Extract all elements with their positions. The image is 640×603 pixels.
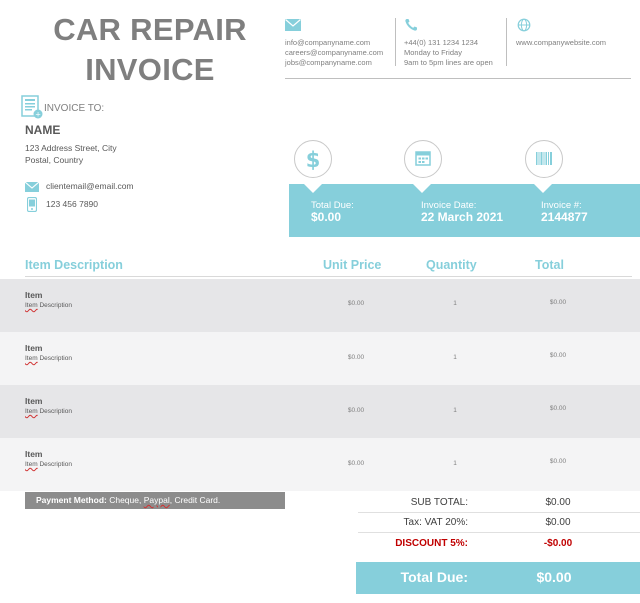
- company-email-1[interactable]: info@companyname.com: [285, 38, 371, 47]
- row-3-desc-prefix: Item: [25, 408, 38, 415]
- header-divider: [285, 78, 631, 79]
- subtotal-label: SUB TOTAL:: [410, 497, 468, 508]
- row-1-desc-prefix: Item: [25, 302, 38, 309]
- row-3-quantity: 1: [453, 407, 457, 414]
- column-header-unit-price: Unit Price: [323, 258, 382, 272]
- row-4-desc-prefix: Item: [25, 461, 38, 468]
- row-1-quantity: 1: [453, 300, 457, 307]
- row-4-total: $0.00: [549, 458, 567, 465]
- summary-invoice-date-value: 22 March 2021: [421, 210, 504, 224]
- summary-invoice-number: [541, 201, 588, 224]
- client-address: [25, 142, 117, 166]
- summary-invoice-date-label: Invoice Date:: [421, 200, 477, 211]
- calendar-circle: [404, 140, 442, 178]
- globe-icon: [516, 18, 532, 32]
- grand-total-label: Total Due:: [400, 569, 468, 585]
- column-header-description: Item Description: [25, 258, 123, 272]
- summary-invoice-number-label: Invoice #:: [541, 200, 582, 211]
- summary-total-due: [311, 201, 354, 224]
- title-line-1: CAR REPAIR: [53, 12, 247, 47]
- row-2-unit-price: $0.00: [347, 354, 365, 361]
- row-3-unit-price: $0.00: [347, 407, 365, 414]
- summary-total-due-value: $0.00: [311, 210, 342, 224]
- svg-text:+: +: [35, 110, 41, 119]
- payment-method-part-3: , Credit Card.: [169, 495, 221, 505]
- row-2-item-name: Item: [25, 343, 43, 353]
- row-3-total: $0.00: [549, 405, 567, 412]
- row-2-quantity: 1: [453, 354, 457, 361]
- row-3-item-description: [25, 408, 72, 415]
- row-4-item-description: [25, 461, 72, 468]
- subtotal-value: $0.00: [545, 497, 571, 508]
- row-2-desc-prefix: Item: [25, 355, 38, 362]
- row-1-unit-price: $0.00: [347, 300, 365, 307]
- envelope-icon: [285, 18, 301, 32]
- band-pointer: [304, 184, 322, 193]
- company-email-3[interactable]: jobs@companyname.com: [285, 58, 372, 67]
- row-4-quantity: 1: [453, 460, 457, 467]
- client-address-line-2: Postal, Country: [25, 155, 84, 165]
- row-1-item-description: [25, 302, 72, 309]
- envelope-icon: [25, 182, 39, 192]
- row-1-item-name: Item: [25, 290, 43, 300]
- invoice-document-icon: [21, 95, 43, 119]
- payment-method-bar: [25, 492, 285, 509]
- row-4-item-name: Item: [25, 449, 43, 459]
- dollar-circle: [294, 140, 332, 178]
- row-3-item-name: Item: [25, 396, 43, 406]
- company-hours-1: Monday to Friday: [404, 48, 462, 57]
- calendar-icon: [405, 141, 441, 177]
- title-line-2: INVOICE: [85, 52, 215, 87]
- tax-label: Tax: VAT 20%:: [403, 517, 468, 528]
- row-2-total: $0.00: [549, 352, 567, 359]
- contact-divider: [506, 18, 507, 66]
- company-hours-2: 9am to 5pm lines are open: [404, 58, 493, 67]
- invoice-to-label: INVOICE TO:: [44, 103, 105, 114]
- tax-value: $0.00: [545, 517, 571, 528]
- totals-divider: [358, 532, 640, 533]
- summary-invoice-date: [421, 201, 503, 224]
- grand-total-value: $0.00: [536, 569, 572, 585]
- contact-divider: [395, 18, 396, 66]
- summary-total-due-label: Total Due:: [311, 200, 354, 211]
- row-4-unit-price: $0.00: [347, 460, 365, 467]
- barcode-icon: [526, 141, 562, 177]
- row-1-desc-text: Description: [37, 302, 72, 309]
- row-3-desc-text: Description: [37, 408, 72, 415]
- band-pointer: [413, 184, 431, 193]
- band-pointer: [534, 184, 552, 193]
- summary-invoice-number-value: 2144877: [541, 210, 588, 224]
- payment-method-label: Payment Method:: [36, 495, 107, 505]
- discount-value: -$0.00: [543, 538, 573, 549]
- dollar-icon: [295, 141, 331, 177]
- discount-label: DISCOUNT 5%:: [395, 538, 468, 549]
- barcode-circle: [525, 140, 563, 178]
- totals-divider: [358, 512, 640, 513]
- company-phone-block: [404, 18, 493, 68]
- company-email-2[interactable]: careers@companyname.com: [285, 48, 384, 57]
- row-4-desc-text: Description: [37, 461, 72, 468]
- client-phone[interactable]: 123 456 7890: [46, 199, 98, 209]
- client-email[interactable]: clientemail@email.com: [46, 181, 134, 191]
- row-2-desc-text: Description: [37, 355, 72, 362]
- company-emails: [285, 18, 383, 68]
- svg-text:$: $: [305, 148, 321, 172]
- column-header-total: Total: [535, 258, 564, 272]
- company-website[interactable]: www.companywebsite.com: [516, 38, 607, 47]
- client-name: NAME: [25, 123, 61, 137]
- client-address-line-1: 123 Address Street, City: [25, 143, 117, 153]
- invoice-title: [20, 10, 280, 90]
- row-1-total: $0.00: [549, 299, 567, 306]
- payment-method-part-2: Paypal: [143, 495, 170, 505]
- company-website-block: [516, 18, 606, 48]
- mobile-phone-icon: [27, 197, 37, 212]
- table-header-divider: [25, 276, 632, 277]
- phone-icon: [404, 18, 420, 32]
- company-phone[interactable]: +44(0) 131 1234 1234: [404, 38, 479, 47]
- row-2-item-description: [25, 355, 72, 362]
- column-header-quantity: Quantity: [426, 258, 477, 272]
- payment-method-part-1: Cheque,: [106, 495, 144, 505]
